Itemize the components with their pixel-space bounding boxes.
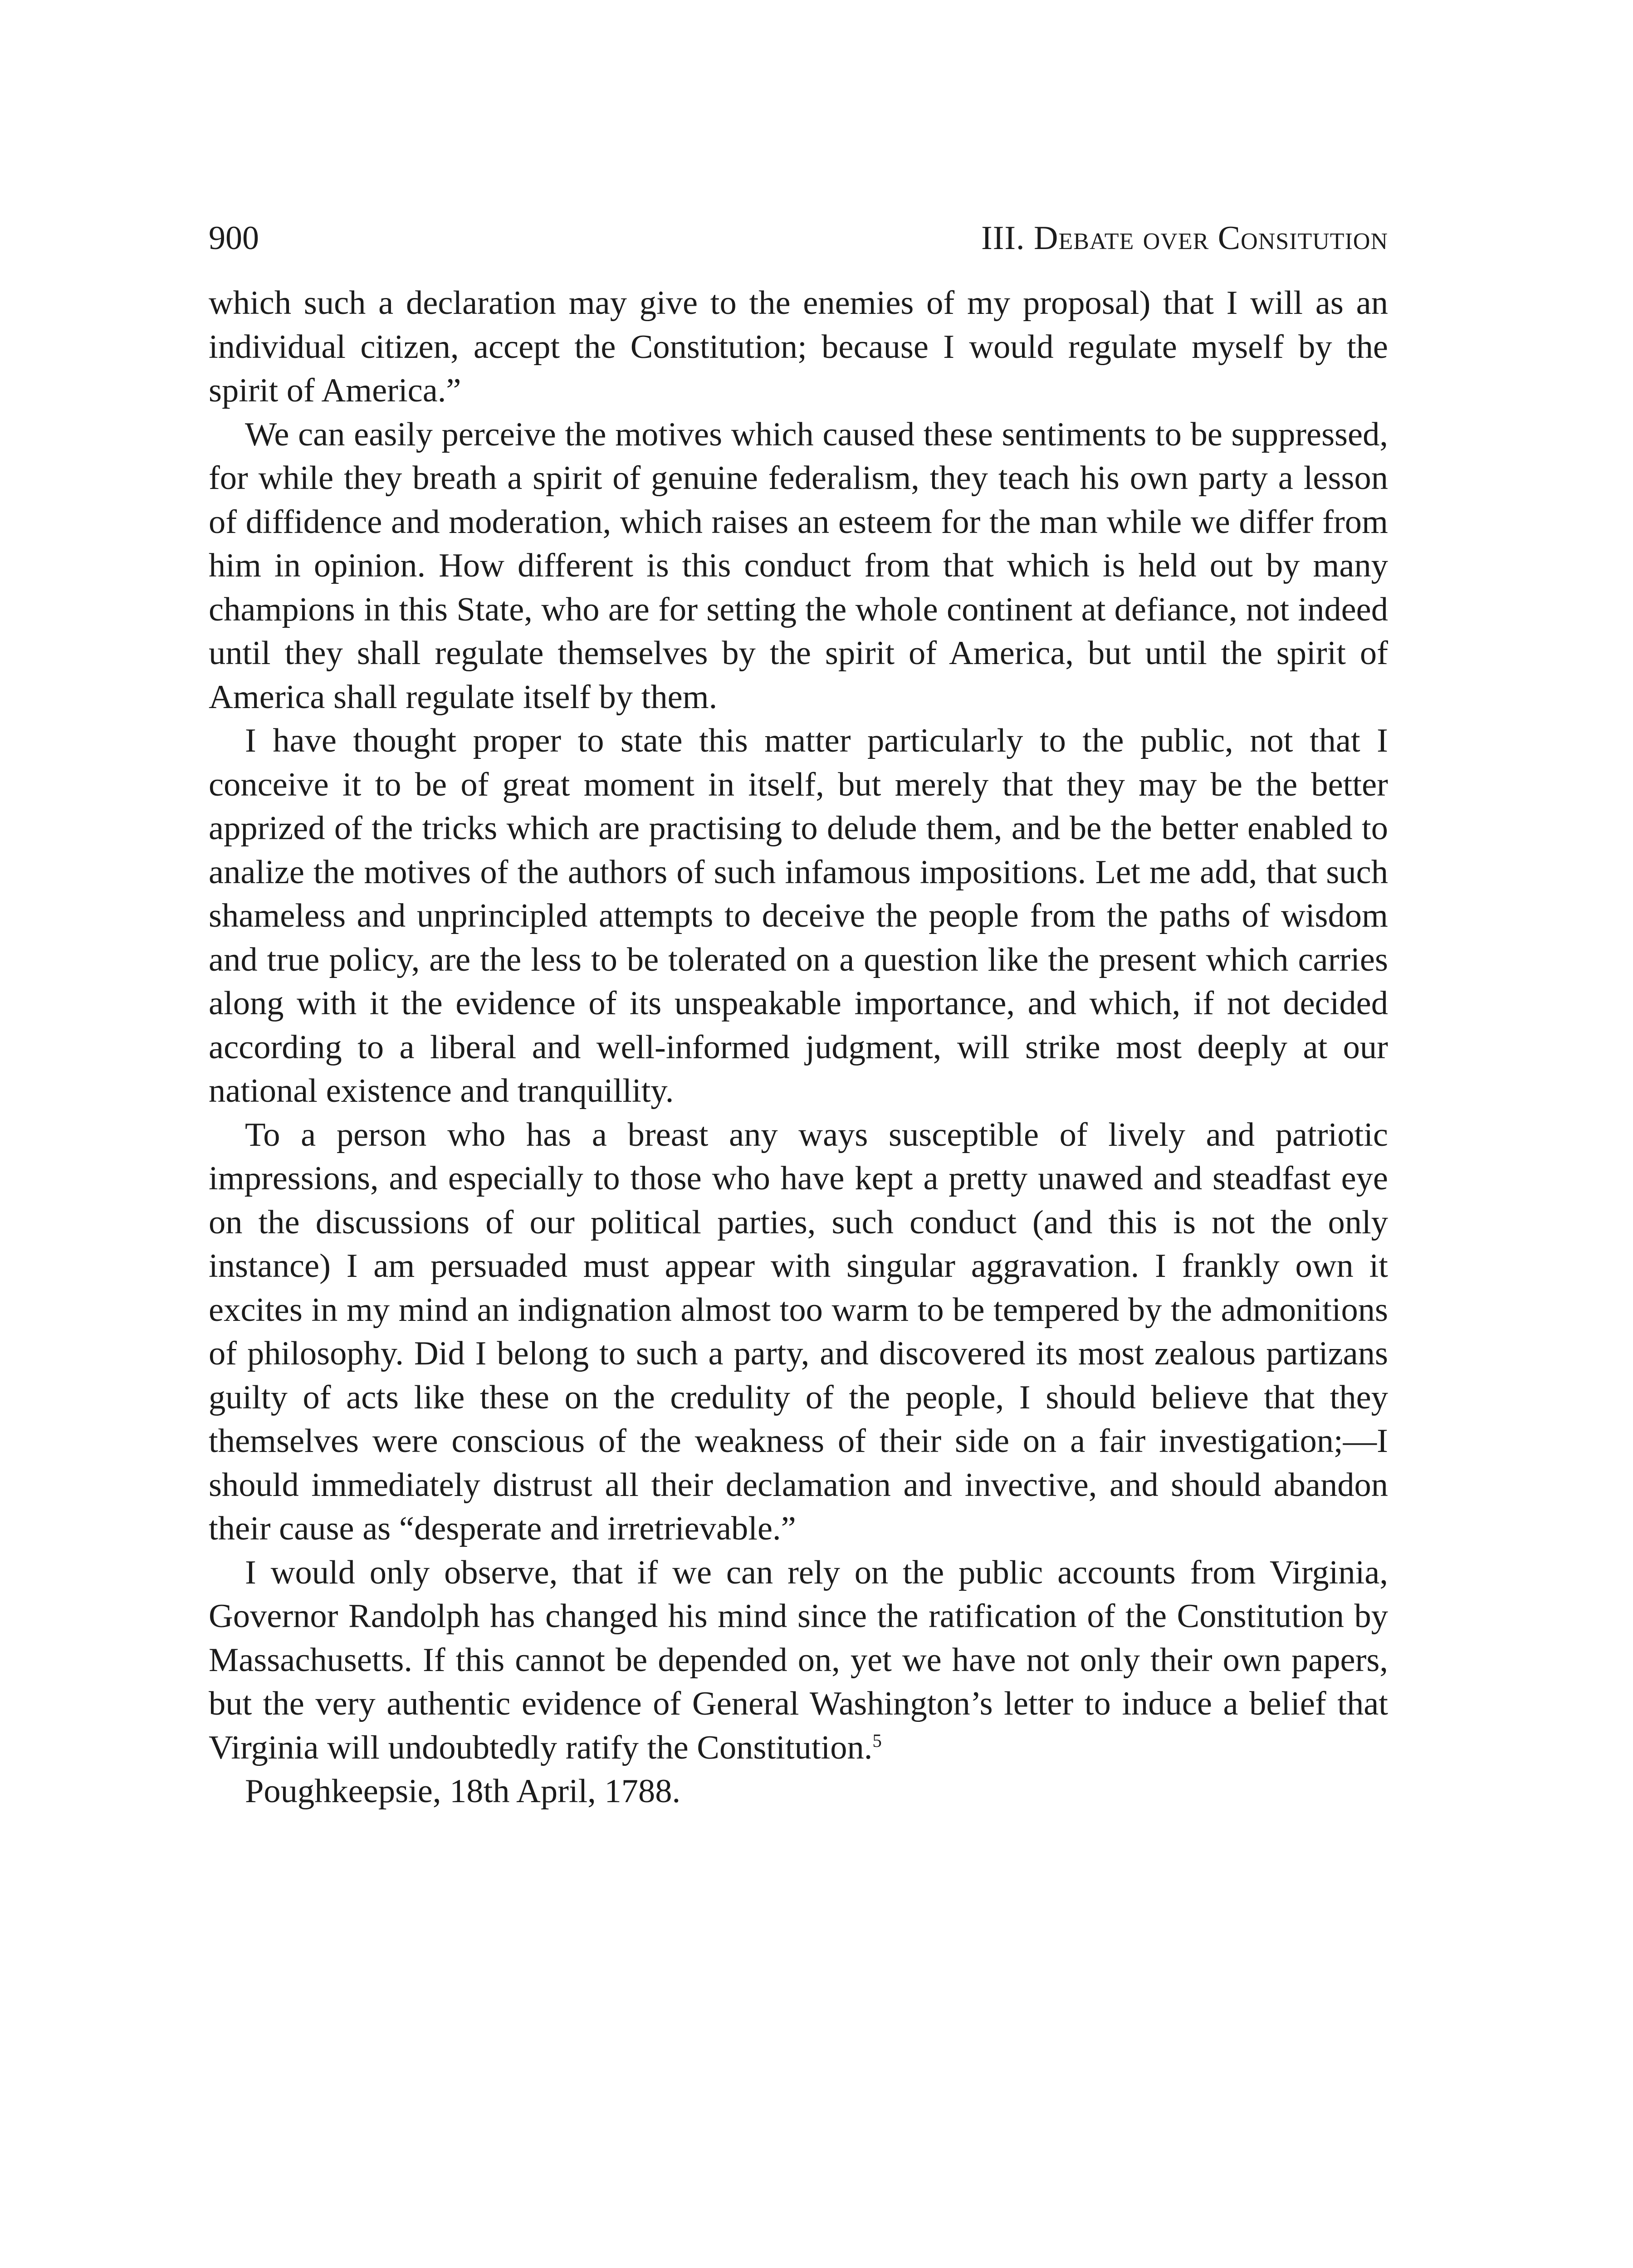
dateline: Poughkeepsie, 18th April, 1788. bbox=[245, 1773, 681, 1810]
paragraph-final bbox=[209, 1551, 1388, 1770]
paragraph: I have thought proper to state this matter particularly to the public, not that I conceive it to be of great moment in itself, but merely that they may be the better apprized of the tricks which are practising to delude them, and be the better enabled to analize the motives of the authors of such infamous impositions. Let me add, that such shameless and unprincipled attempts to deceive the people from the paths of wisdom and true policy, are the less to be tolerated on a question like the present which carries along with it the evidence of its unspeakable importance, and which, if not decided according to a liberal and well-informed judgment, will strike most deeply at our national existence and tranquillity. bbox=[209, 722, 1388, 1110]
running-head bbox=[209, 213, 1388, 263]
paragraph: We can easily perceive the motives which caused these sentiments to be suppressed, for while they breath a spirit of genuine federalism, they teach his own party a lesson of diffidence and moderation, which raises an esteem for the man while we differ from him in opinion. How different is this conduct from that which is held out by many champions in this State, who are for setting the whole continent at defiance, not indeed until they shall regulate themselves by the spirit of America, but until the spirit of America shall regulate itself by them. bbox=[209, 415, 1388, 716]
paragraph-continued: which such a declaration may give to the enemies of my proposal) that I will as an individual citizen, accept the Constitution; because I would regulate myself by the spirit of America.” bbox=[209, 284, 1388, 409]
body-text bbox=[209, 281, 1388, 1813]
page-number: 900 bbox=[209, 220, 259, 257]
paragraph: To a person who has a breast any ways susceptible of lively and patriotic impressions, and especially to those who have kept a pretty unawed and steadfast eye on the discussions of our political parties, such conduct (and this is not the only instance) I am persuaded must appear with singular aggravation. I frankly own it excites in my mind an indignation almost too warm to be tempered by the admonitions of philosophy. Did I belong to such a party, and discovered its most zealous partizans guilty of acts like these on the credulity of the people, I should believe that they themselves were conscious of the weakness of their side on a fair investigation;—I should immediately distrust all their declamation and invective, and should abandon their cause as “desperate and irretrievable.” bbox=[209, 1116, 1388, 1547]
footnote-reference: 5 bbox=[872, 1730, 882, 1751]
section-title: III. Debate over Consitution bbox=[981, 220, 1388, 257]
book-page bbox=[209, 213, 1388, 1813]
paragraph-text: I would only observe, that if we can rely on the public accounts from Virginia, Governor Randolph has changed his mind since the ratification of the Constitution by Massachusetts. If this cannot be depended on, yet we have not only their own papers, but the very authentic evidence of General Washington’s letter to induce a belief that Virginia will undoubtedly ratify the Constitution. bbox=[209, 1554, 1388, 1766]
